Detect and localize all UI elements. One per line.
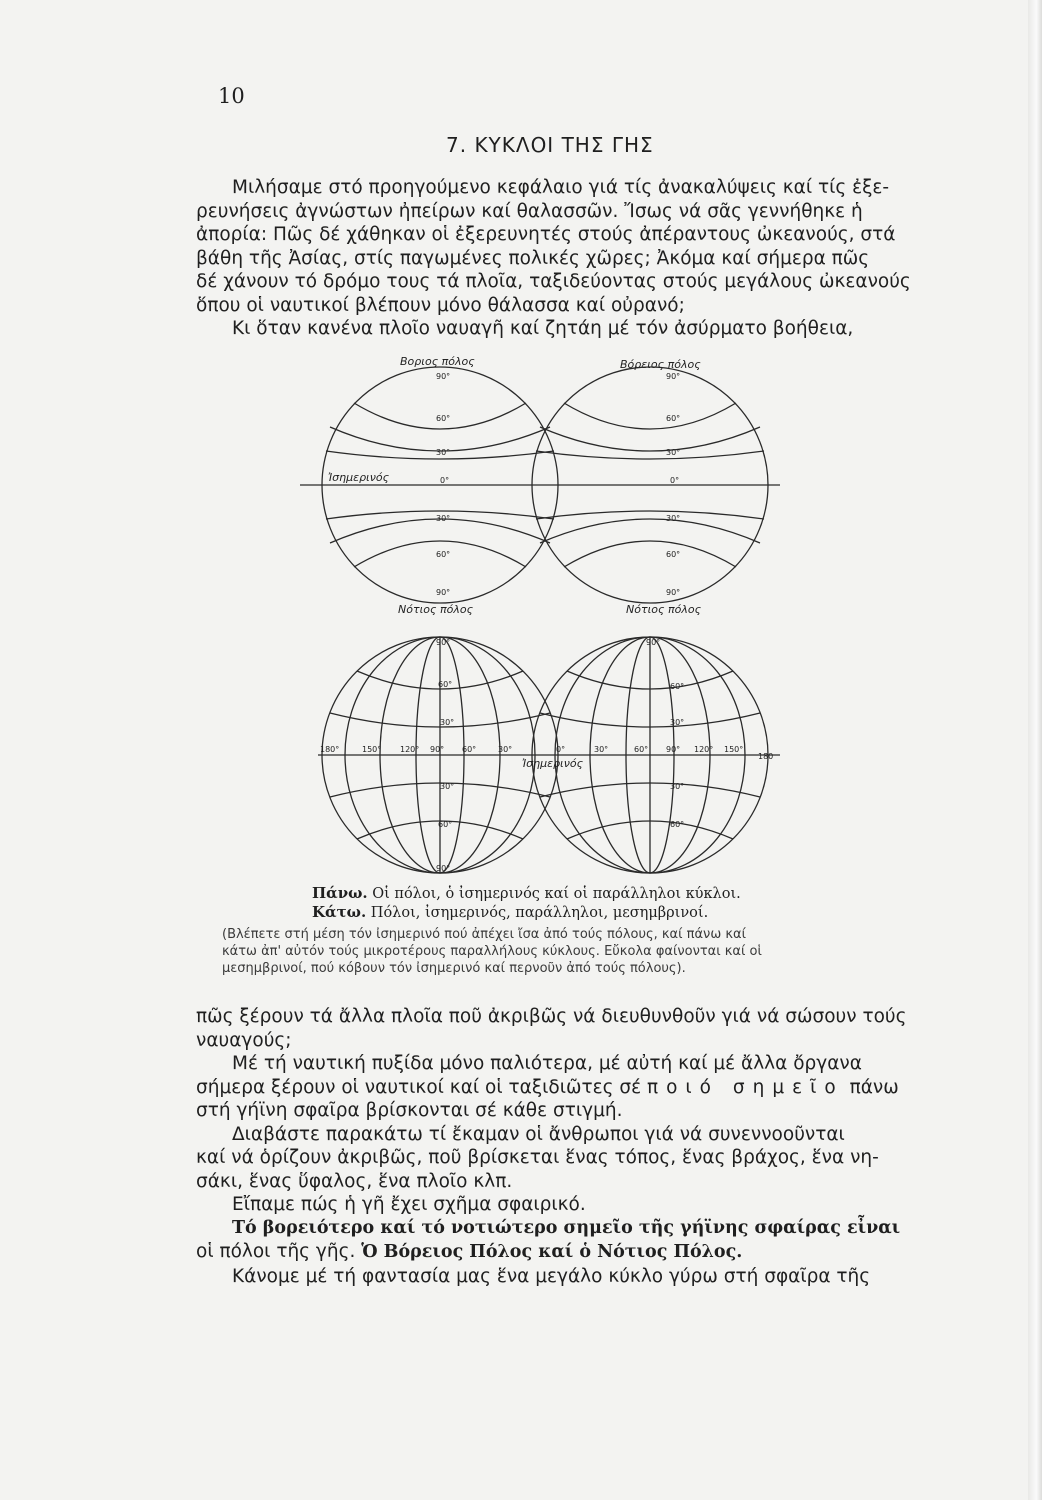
parallel-label: 30° xyxy=(440,782,455,791)
caption-lead: Κάτω. xyxy=(312,903,367,921)
equator-label: Ἰσημερινός xyxy=(522,757,584,770)
parallel-label: 30° xyxy=(666,514,681,523)
page-title: 7. ΚΥΚΛΟΙ ΤΗΣ ΓΗΣ xyxy=(446,133,654,157)
text-line: ἀπορία: Πῶς δέ χάθηκαν οἱ ἐξερευνητές στούς ἀπέραντους ὠκεανούς, στά xyxy=(196,224,896,245)
caption-note xyxy=(222,926,922,977)
meridian-label: 180° xyxy=(320,745,340,754)
parallel-label: 30° xyxy=(666,448,681,457)
text-line-bold: Τό βορειότερο καί τό νοτιώτερο σημεῖο τῆς γήϊνης σφαίρας εἶναι xyxy=(232,1217,901,1238)
south-pole-label: Νότιος πόλος xyxy=(398,603,474,616)
text-line: σάκι, ἕνας ὕφαλος, ἕνα πλοῖο κλπ. xyxy=(196,1170,513,1192)
text-line: ρευνήσεις ἀγνώστων ἠπείρων καί θαλασσῶν. Ἴσως νά σᾶς γεννήθηκε ἡ xyxy=(196,200,863,222)
parallel-label: 60° xyxy=(438,680,453,689)
parallel-label: 60° xyxy=(436,414,451,423)
globes-figure xyxy=(300,355,780,880)
parallel-label: 60° xyxy=(666,550,681,559)
parallel-label: 60° xyxy=(670,682,685,691)
north-pole-label: Βοριος πόλος xyxy=(400,355,475,368)
caption-text: Πόλοι, ἰσημερινός, παράλληλοι, μεσημβρινοί. xyxy=(370,905,709,921)
meridian-label: 150° xyxy=(724,745,744,754)
text-line: δέ χάνουν τό δρόμο τους τά πλοῖα, ταξιδεύοντας στούς μεγάλους ὠκεανούς xyxy=(196,271,911,292)
parallel-label: 30° xyxy=(670,718,685,727)
parallel-label: 30° xyxy=(670,782,685,791)
parallel-label: 60° xyxy=(436,550,451,559)
spaced-emphasis: ποιό σημεῖο xyxy=(646,1076,844,1098)
text-line: Μιλήσαμε στό προηγούμενο κεφάλαιο γιά τίς ἀνακαλύψεις καί τίς ἐξε- xyxy=(232,177,890,198)
bold-fragment: Ὁ Βόρειος Πόλος καί ὁ Νότιος Πόλος. xyxy=(361,1242,743,1262)
parallel-label: 90° xyxy=(646,638,661,647)
meridian-label: 60° xyxy=(634,745,649,754)
parallel-label: 90° xyxy=(666,588,681,597)
parallel-label: 0° xyxy=(440,476,450,485)
text-line: πῶς ξέρουν τά ἄλλα πλοῖα ποῦ ἀκριβῶς νά διευθυνθοῦν γιά νά σώσουν τούς xyxy=(196,1006,907,1027)
parallel-label: 90° xyxy=(436,372,451,381)
text-line: Εἴπαμε πώς ἡ γῆ ἔχει σχῆμα σφαιρικό. xyxy=(232,1194,586,1215)
page-edge xyxy=(1028,0,1042,1500)
caption-text: Οἱ πόλοι, ὁ ἰσημερινός καί οἱ παράλληλοι κύκλοι. xyxy=(372,886,741,902)
parallel-label: 90° xyxy=(666,372,681,381)
equator-label: Ἰσημερινός xyxy=(328,471,390,484)
parallel-arc xyxy=(564,403,736,429)
parallel-label: 60° xyxy=(666,414,681,423)
parallel-label: 90° xyxy=(436,588,451,597)
caption-line xyxy=(312,903,708,922)
meridian-label: 60° xyxy=(462,745,477,754)
text-line xyxy=(196,1240,922,1265)
meridian-label: 30° xyxy=(498,745,513,754)
parallel-label: 0° xyxy=(670,476,680,485)
meridian-label: 120° xyxy=(694,745,714,754)
parallel-label: 30° xyxy=(436,514,451,523)
text-fragment: οἱ πόλοι τῆς γῆς. xyxy=(196,1241,356,1262)
caption-line xyxy=(312,884,741,903)
caption-note-line: μεσημβρινοί, πού κόβουν τόν ἰσημερινό καί περνοῦν ἀπό τούς πόλους). xyxy=(222,961,686,976)
intro-paragraph xyxy=(196,176,922,341)
parallel-label: 60° xyxy=(670,820,685,829)
text-line xyxy=(196,1076,922,1100)
caption-note-line: κάτω ἀπ' αὐτόν τούς μικροτέρους παραλλήλους κύκλους. Εὔκολα φαίνονται καί οἱ xyxy=(222,944,762,959)
meridian-label: 0° xyxy=(556,745,566,754)
text-line: Κι ὅταν κανένα πλοῖο ναυαγῆ καί ζητάη μέ τόν ἀσύρματο βοήθεια, xyxy=(232,318,854,339)
parallel-arc xyxy=(536,511,764,519)
page-number: 10 xyxy=(218,84,245,108)
parallel-arc xyxy=(540,427,760,451)
meridian-label: 90° xyxy=(430,745,445,754)
parallel-label: 60° xyxy=(438,820,453,829)
parallel-label: 90° xyxy=(436,864,451,873)
text-line: ὅπου οἱ ναυτικοί βλέπουν μόνο θάλασσα καί οὐρανό; xyxy=(196,294,685,316)
body-text xyxy=(196,1005,922,1288)
meridian-label: 120° xyxy=(400,745,420,754)
parallel-arc xyxy=(536,451,764,459)
text-line: Μέ τή ναυτική πυξίδα μόνο παλιότερα, μέ αὐτή καί μέ ἄλλα ὄργανα xyxy=(232,1053,862,1074)
text-line: στή γήϊνη σφαῖρα βρίσκονται σέ κάθε στιγμή. xyxy=(196,1100,623,1121)
text-line: ναυαγούς; xyxy=(196,1029,292,1051)
meridian-label: 90° xyxy=(666,745,681,754)
caption-lead: Πάνω. xyxy=(312,884,368,902)
caption-note-line: (Βλέπετε στή μέση τόν ἰσημερινό πού ἀπέχει ἴσα ἀπό τούς πόλους, καί πάνω καί xyxy=(222,927,746,942)
parallel-arc xyxy=(540,519,760,543)
meridian-label: 150° xyxy=(362,745,382,754)
text-line: Διαβάστε παρακάτω τί ἔκαμαν οἱ ἄνθρωποι γιά νά συνεννοοῦνται xyxy=(232,1123,845,1145)
parallel-label: 90° xyxy=(436,638,451,647)
text-line: βάθη τῆς Ἀσίας, στίς παγωμένες πολικές χῶρες; Ἀκόμα καί σήμερα πῶς xyxy=(196,247,870,269)
parallel-arc xyxy=(564,541,736,567)
text-fragment: σήμερα ξέρουν οἱ ναυτικοί καί οἱ ταξιδιῶτες σέ xyxy=(196,1076,642,1098)
text-fragment: πάνω xyxy=(849,1076,899,1098)
text-line: καί νά ὁρίζουν ἀκριβῶς, ποῦ βρίσκεται ἕνας τόπος, ἕνας βράχος, ἕνα νη- xyxy=(196,1147,879,1168)
parallel-label: 30° xyxy=(436,448,451,457)
meridian-label: 180 xyxy=(758,752,774,761)
south-pole-label: Νότιος πόλος xyxy=(626,603,702,616)
text-line: Κάνομε μέ τή φαντασία μας ἕνα μεγάλο κύκλο γύρω στή σφαῖρα τῆς xyxy=(232,1265,871,1287)
meridian-label: 30° xyxy=(594,745,609,754)
parallel-label: 30° xyxy=(440,718,455,727)
north-pole-label: Βόρειος πόλος xyxy=(620,358,701,371)
